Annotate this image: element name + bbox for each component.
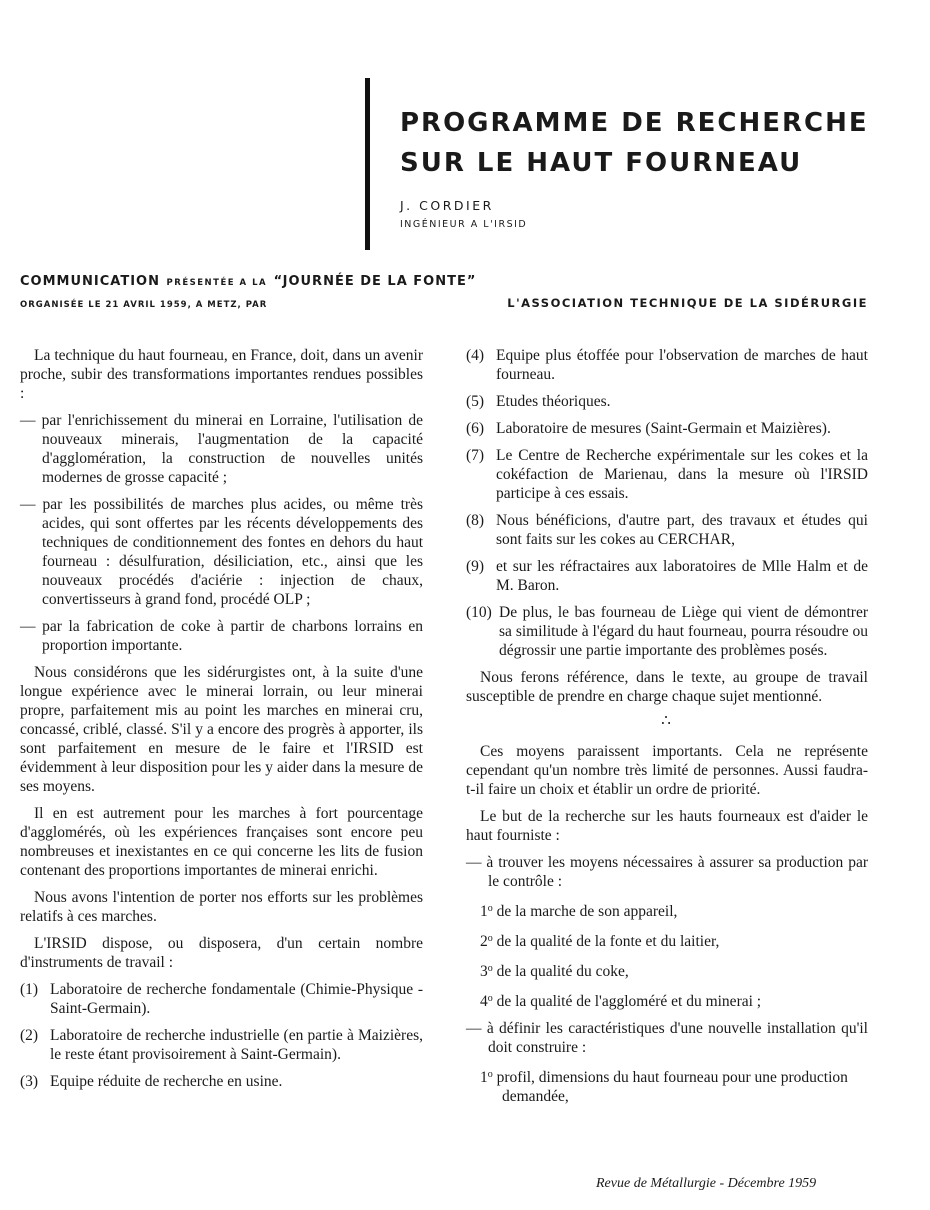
- journal-footer: Revue de Métallurgie - Décembre 1959: [596, 1176, 817, 1191]
- title-line-2: SUR LE HAUT FOURNEAU: [400, 148, 803, 178]
- numbered-item: [466, 557, 868, 595]
- numbered-item: [20, 1026, 423, 1064]
- numbered-item: [20, 980, 423, 1018]
- item-text: Le Centre de Recherche expérimentale sur les cokes et la cokéfaction de Marienau, dans la mesure où l'IRSID participe à ces essais.: [496, 447, 868, 502]
- item-number: (5): [466, 393, 485, 410]
- item-text: Laboratoire de mesures (Saint-Germain et Maizières).: [496, 420, 831, 437]
- item-text: Equipe réduite de recherche en usine.: [50, 1073, 283, 1090]
- left-column: [20, 346, 423, 1099]
- ordinal-item: 2$^o$ de la qualité de la fonte et du laitier,: [480, 933, 720, 950]
- dash-item: — à trouver les moyens nécessaires à assurer sa production par le contrôle :: [466, 854, 868, 890]
- ordinal-item: 4$^o$ de la qualité de l'aggloméré et du minerai ;: [480, 993, 762, 1010]
- numbered-item: [466, 603, 868, 660]
- communication-word: COMMUNICATION: [20, 274, 160, 289]
- numbered-item: [466, 419, 868, 438]
- section-separator: ∴: [661, 713, 673, 729]
- ordinal-item: 1$^o$ profil, dimensions du haut fourneau pour une production demandée,: [480, 1069, 848, 1105]
- paragraph: Nous avons l'intention de porter nos efforts sur les problèmes relatifs à ces marches.: [20, 889, 423, 925]
- item-number: (8): [466, 512, 485, 529]
- right-column: [466, 346, 868, 1114]
- paragraph: Ces moyens paraissent importants. Cela ne représente cependant qu'un nombre très limité de personnes. Aussi faudra-t-il faire un choix et établir un ordre de priorité.: [466, 743, 868, 798]
- item-number: (7): [466, 447, 485, 464]
- item-number: (3): [20, 1073, 39, 1090]
- organiser-association: L'ASSOCIATION TECHNIQUE DE LA SIDÉRURGIE: [507, 296, 868, 310]
- communication-event: “JOURNÉE DE LA FONTE”: [273, 274, 477, 289]
- numbered-item: [466, 446, 868, 503]
- item-number: (6): [466, 420, 485, 437]
- item-number: (10): [466, 604, 492, 621]
- title-rule: [365, 78, 370, 250]
- paragraph: Nous ferons référence, dans le texte, au groupe de travail susceptible de prendre en charge chaque sujet mentionné.: [466, 669, 868, 705]
- item-text: Laboratoire de recherche industrielle (en partie à Maizières, le reste étant provisoirement à Saint-Germain).: [50, 1027, 423, 1063]
- item-number: (1): [20, 981, 39, 998]
- title-line-1: PROGRAMME DE RECHERCHE: [400, 108, 869, 138]
- organiser-date-place: ORGANISÉE LE 21 AVRIL 1959, A METZ, PAR: [20, 300, 268, 310]
- numbered-item: [466, 346, 868, 384]
- ordinal-item: 3$^o$ de la qualité du coke,: [480, 963, 629, 980]
- item-text: et sur les réfractaires aux laboratoires de Mlle Halm et de M. Baron.: [496, 558, 868, 594]
- author-name: J. CORDIER: [400, 198, 494, 213]
- paragraph: La technique du haut fourneau, en France, doit, dans un avenir proche, subir des transformations importantes rendues possibles :: [20, 347, 423, 402]
- organiser-line: [20, 296, 868, 310]
- dash-item: — par la fabrication de coke à partir de charbons lorrains en proportion importante.: [20, 618, 423, 654]
- article-title: [400, 103, 900, 183]
- paragraph: Le but de la recherche sur les hauts fourneaux est d'aider le haut fourniste :: [466, 808, 868, 844]
- numbered-item: [466, 511, 868, 549]
- paragraph: L'IRSID dispose, ou disposera, d'un certain nombre d'instruments de travail :: [20, 935, 423, 971]
- item-number: (4): [466, 347, 485, 364]
- author-affiliation: INGÉNIEUR A L'IRSID: [400, 219, 528, 230]
- item-text: Equipe plus étoffée pour l'observation de marches de haut fourneau.: [496, 347, 868, 383]
- item-number: (9): [466, 558, 485, 575]
- item-text: De plus, le bas fourneau de Liège qui vient de démontrer sa similitude à l'égard du haut fourneau, pourra résoudre ou dégrossir une partie importante des problèmes posés.: [499, 604, 868, 659]
- communication-presented: PRÉSENTÉE A LA: [166, 278, 268, 288]
- item-number: (2): [20, 1027, 39, 1044]
- dash-item: — par l'enrichissement du minerai en Lorraine, l'utilisation de nouveaux minerais, l'augmentation de la capacité d'agglomération, la construction de nouvelles unités modernes de grosse capacité ;: [20, 412, 423, 486]
- numbered-item: [20, 1072, 423, 1091]
- ordinal-item: 1$^o$ de la marche de son appareil,: [480, 903, 678, 920]
- item-text: Laboratoire de recherche fondamentale (Chimie-Physique - Saint-Germain).: [50, 981, 423, 1017]
- paragraph: Il en est autrement pour les marches à fort pourcentage d'agglomérés, où les expériences françaises sont encore peu nombreuses et inexistantes en ce qui concerne les lits de fusion contenant des proportions importantes de minerai enrichi.: [20, 805, 423, 879]
- dash-item: — par les possibilités de marches plus acides, ou même très acides, qui sont offertes par les récents développements des techniques de conditionnement des fontes en dehors du haut fourneau : désulfuration, désiliciation, etc., ainsi que les nouveaux procédés d'aciérie : injection de chaux, convertisseurs à grand fond, procédé OLP ;: [20, 496, 423, 608]
- paragraph: Nous considérons que les sidérurgistes ont, à la suite d'une longue expérience avec le minerai lorrain, ou leur minerai propre, parfaitement mis au point les marches en minerai cru, concassé, criblé, classé. S'il y a encore des progrès à apporter, ils sont parfaitement en mesure de le faire et l'IRSID est évidemment à leur disposition pour les y aider dans la mesure de ses moyens.: [20, 664, 423, 795]
- communication-line: [20, 270, 890, 289]
- item-text: Etudes théoriques.: [496, 393, 611, 410]
- dash-item: — à définir les caractéristiques d'une nouvelle installation qu'il doit construire :: [466, 1020, 868, 1056]
- numbered-item: [466, 392, 868, 411]
- item-text: Nous bénéficions, d'autre part, des travaux et études qui sont faits sur les cokes au CERCHAR,: [496, 512, 868, 548]
